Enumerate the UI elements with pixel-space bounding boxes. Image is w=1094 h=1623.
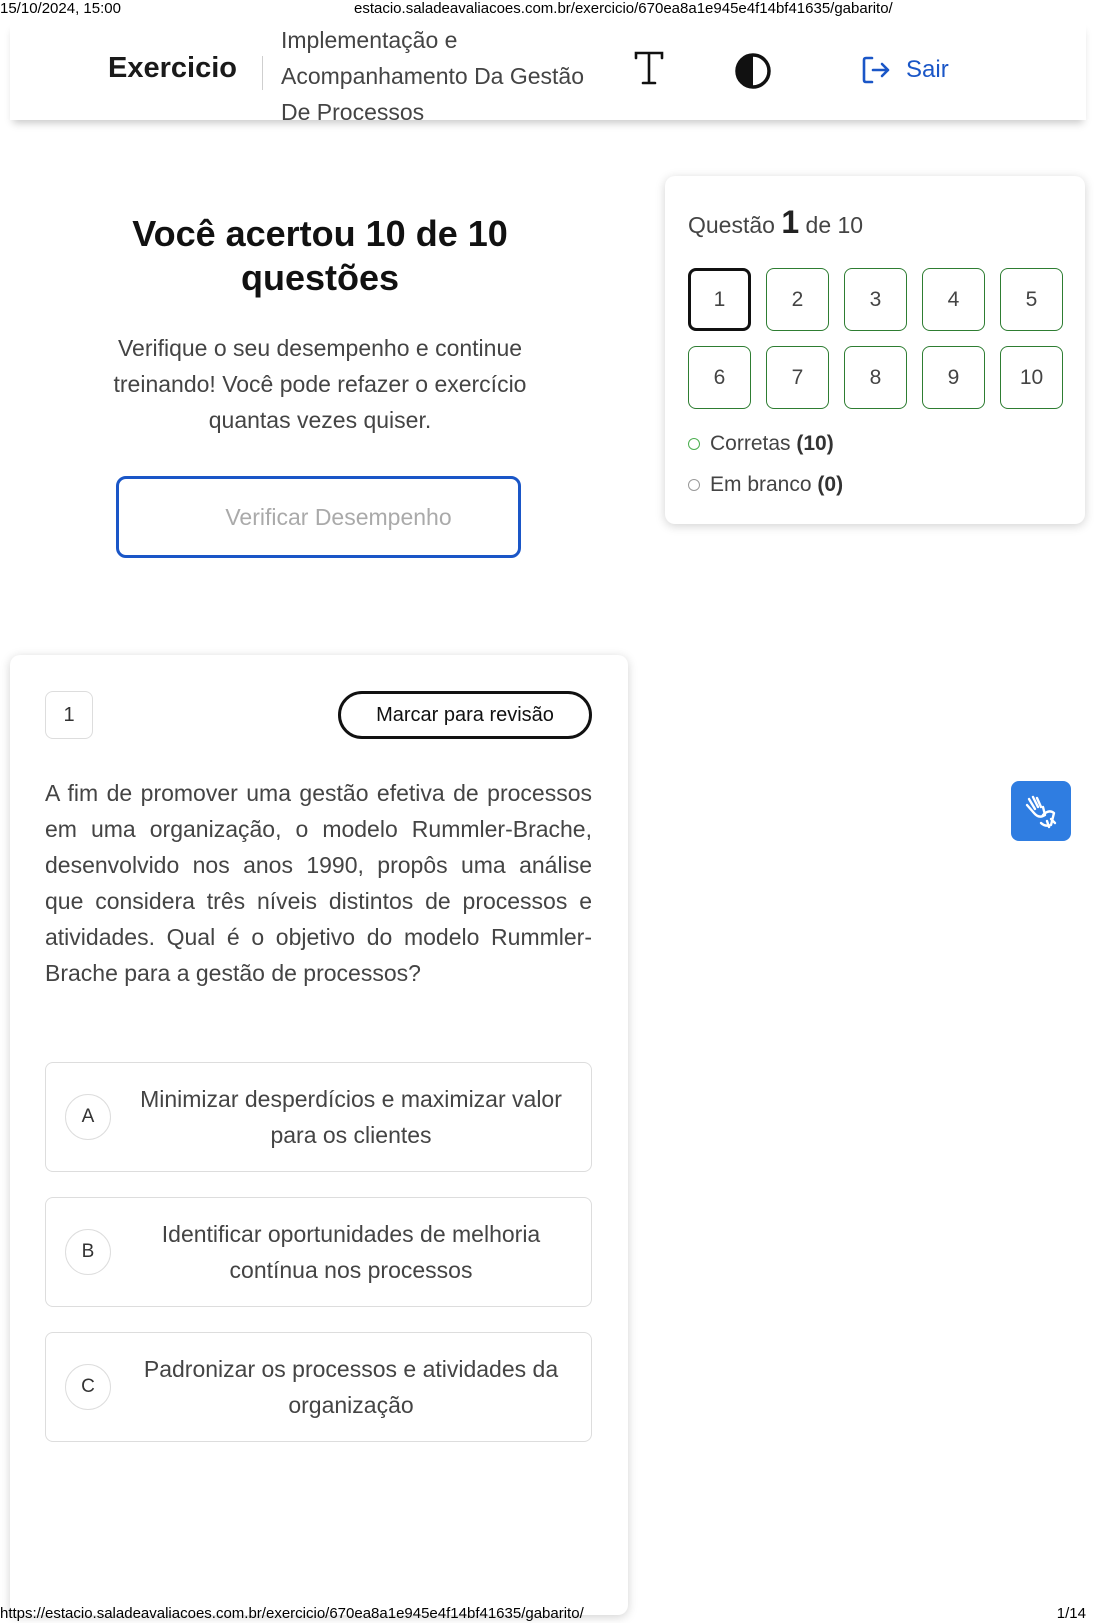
answer-option-c[interactable] [45,1332,592,1442]
question-button[interactable]: 2 [766,268,829,331]
legend-correct [688,432,834,456]
option-text: Padronizar os processos e atividades da organização [143,1356,559,1418]
answer-option-a[interactable] [45,1062,592,1172]
navigator-current: 1 [781,204,800,240]
logout-button[interactable] [860,54,949,86]
question-button[interactable]: 5 [1000,268,1063,331]
question-navigator [665,176,1085,524]
option-letter: B [65,1229,111,1275]
course-title-line: Implementação e [281,27,458,53]
text-size-icon[interactable] [632,48,666,88]
course-title-line: Acompanhamento Da Gestão [281,63,585,89]
question-button[interactable]: 10 [1000,346,1063,409]
question-grid [688,268,1063,409]
answer-option-b[interactable] [45,1197,592,1307]
correct-dot-icon [688,438,700,450]
question-number: 1 [45,691,93,739]
print-date: 15/10/2024, 15:00 [0,0,121,17]
print-footer [0,1605,1094,1623]
question-button[interactable]: 9 [922,346,985,409]
question-text: A fim de promover uma gestão efetiva de processos em uma organização, o modelo Rummler-Brache, desenvolvido nos anos 1990, propôs uma análise que considera três níveis distintos de processos e atividades. Qual é o objetivo do modelo Rummler-Brache para a gestão de processos? [45,780,592,986]
option-text: Identificar oportunidades de melhoria contínua nos processos [161,1221,541,1283]
logout-label: Sair [906,56,949,83]
question-button[interactable]: 3 [844,268,907,331]
print-page-number: 1/14 [1056,1605,1086,1622]
question-button[interactable]: 4 [922,268,985,331]
mark-for-review-button[interactable]: Marcar para revisão [338,691,592,739]
contrast-icon[interactable] [734,52,772,90]
brand-divider [262,56,263,90]
question-button[interactable]: 7 [766,346,829,409]
legend-blank [688,473,843,497]
question-button[interactable]: 1 [688,268,751,331]
legend-correct-count: (10) [796,432,834,455]
sign-language-button[interactable] [1011,781,1071,841]
navigator-heading [688,204,863,241]
legend-blank-label: Em branco [710,473,812,496]
sign-language-icon [1021,791,1061,831]
option-letter: C [65,1364,111,1410]
logout-icon [860,54,892,86]
verify-performance-button[interactable]: Verificar Desempenho [116,476,521,558]
navigator-label: Questão [688,212,775,238]
result-title: Você acertou 10 de 10 questões [132,213,508,298]
brand-title: Exercicio [108,52,237,84]
print-header [0,0,1094,18]
question-button[interactable]: 8 [844,346,907,409]
navigator-total: de 10 [805,212,864,238]
question-card [10,655,628,1615]
print-url: estacio.saladeavaliacoes.com.br/exercicio/670ea8a1e945e4f14bf41635/gabarito/ [354,0,893,17]
course-title [281,22,621,130]
result-summary [70,212,570,438]
blank-dot-icon [688,479,700,491]
legend-blank-count: (0) [817,473,844,496]
option-letter: A [65,1094,111,1140]
result-description: Verifique o seu desempenho e continue treinando! Você pode refazer o exercício quantas vezes quiser. [113,335,527,433]
option-text: Minimizar desperdícios e maximizar valor para os clientes [140,1086,562,1148]
course-title-line: De Processos [281,99,425,125]
legend-correct-label: Corretas [710,432,791,455]
print-footer-url: https://estacio.saladeavaliacoes.com.br/exercicio/670ea8a1e945e4f14bf41635/gabarito/ [0,1605,584,1622]
question-button[interactable]: 6 [688,346,751,409]
top-bar [10,22,1086,125]
